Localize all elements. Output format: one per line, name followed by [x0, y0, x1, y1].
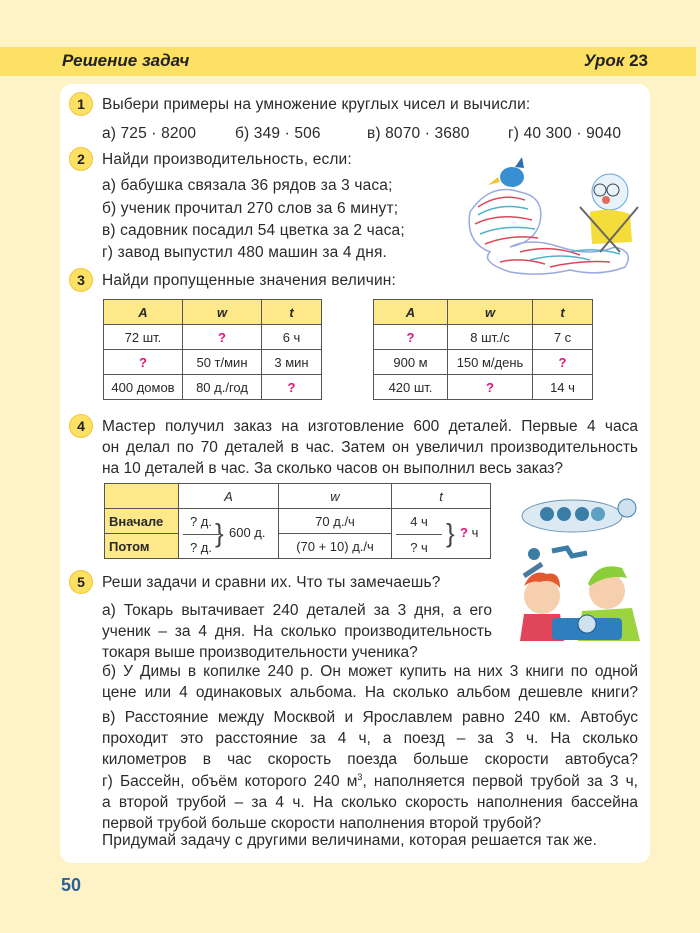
- row-label-after: Потом: [105, 534, 179, 559]
- task-5d-line1-pre: г) Бассейн, объём которого 240 м: [102, 773, 358, 791]
- col-header-w: w: [279, 484, 392, 509]
- table-cell: 6 ч: [262, 325, 322, 350]
- A-before: ? д.: [183, 511, 219, 535]
- t-total-unit: ч: [471, 525, 479, 540]
- t-before: 4 ч: [396, 511, 442, 535]
- table-cell: 80 д./год: [183, 375, 262, 400]
- task-5d-line: [102, 767, 638, 792]
- A-cell: [179, 509, 279, 559]
- A-total: 600 д.: [229, 525, 266, 540]
- table-cell: 400 домов: [104, 375, 183, 400]
- col-header-A: A: [104, 300, 183, 325]
- missing-value: ?: [460, 525, 468, 540]
- task-5c-line: проходит это расстояние за 4 ч, а поезд – за 3 ч. На сколько: [102, 730, 638, 747]
- cube-superscript: 3: [357, 772, 363, 782]
- table-row: [374, 350, 593, 375]
- table-row: [104, 375, 322, 400]
- table-row: [104, 325, 322, 350]
- w-after: (70 + 10) д./ч: [279, 534, 392, 559]
- brace-icon: }: [215, 518, 224, 548]
- task-5d-line: первой трубой больше скорости наполнения второй трубой?: [102, 815, 542, 833]
- t-total: [460, 525, 478, 540]
- col-header-A: A: [179, 484, 279, 509]
- task-5b-text: [102, 661, 638, 703]
- task-5d-text: [102, 767, 638, 834]
- task-1-item-d: г) 40 300 · 9040: [508, 125, 622, 142]
- task-1-prompt: Выбери примеры на умножение круглых чисел и вычисли:: [102, 96, 531, 113]
- table-row: [105, 509, 491, 534]
- brace-icon: }: [446, 518, 455, 548]
- task-5b-line: б) У Димы в копилке 240 р. Он может купить на них 3 книги по одной: [102, 663, 638, 680]
- table-cell: 7 с: [533, 325, 593, 350]
- table-cell: 420 шт.: [374, 375, 448, 400]
- table-cell: 900 м: [374, 350, 448, 375]
- task-5a-line: а) Токарь вытачивает 240 деталей за 3 дня, а его: [102, 602, 492, 619]
- task-1-item-b: б) 349 · 506: [235, 125, 321, 142]
- col-header-t: t: [392, 484, 491, 509]
- table-cell: 14 ч: [533, 375, 593, 400]
- page-number: 50: [61, 875, 82, 895]
- values-table-2: [373, 299, 593, 400]
- task-1-item-a: а) 725 · 8200: [102, 125, 197, 142]
- col-header-t: t: [533, 300, 593, 325]
- lesson-word: Урок: [583, 51, 625, 70]
- section-title: Решение задач: [62, 51, 190, 70]
- task-5a-text: [102, 600, 492, 663]
- task-3-prompt: Найди пропущенные значения величин:: [102, 272, 396, 289]
- task-1-item-c: в) 8070 · 3680: [367, 125, 470, 142]
- task-2-item-d: г) завод выпустил 480 машин за 4 дня.: [102, 244, 387, 261]
- task-badge-3: 3: [69, 268, 93, 292]
- col-header-w: w: [183, 300, 262, 325]
- task-badge-5: 5: [69, 570, 93, 594]
- missing-value: ?: [533, 350, 593, 375]
- A-after: ? д.: [189, 540, 213, 555]
- task-5c-line: в) Расстояние между Москвой и Ярославлем равно 240 км. Автобус: [102, 709, 638, 726]
- task-2-prompt: Найди производительность, если:: [102, 151, 352, 168]
- task-badge-4: 4: [69, 414, 93, 438]
- task-4-line: Мастер получил заказ на изготовление 600 деталей. Первые 4 часа: [102, 418, 638, 435]
- table-cell: 150 м/день: [448, 350, 533, 375]
- task-badge-2: 2: [69, 147, 93, 171]
- values-table-1: [103, 299, 322, 400]
- task-5d-line1-post: , наполняется первой трубой за 3 ч,: [362, 773, 638, 791]
- task-5c-line: километров в час скорость поезда больше скорости автобуса?: [102, 751, 638, 768]
- missing-value: ?: [448, 375, 533, 400]
- task-4-line: он делал по 70 деталей в час. Затем он увеличил производительность: [102, 439, 638, 456]
- col-header-w: w: [448, 300, 533, 325]
- table-cell: 50 т/мин: [183, 350, 262, 375]
- missing-value: ?: [104, 350, 183, 375]
- missing-value: ?: [374, 325, 448, 350]
- task-5d-line: а второй трубой – за 4 ч. На сколько скорость наполнения бассейна: [102, 794, 638, 812]
- knitting-grandmother-illustration: [450, 152, 645, 284]
- table-row: [374, 375, 593, 400]
- t-after: ? ч: [410, 540, 428, 555]
- task-4-line: на 10 деталей в час. За сколько часов он выполнил весь заказ?: [102, 460, 563, 477]
- task-2-item-c: в) садовник посадил 54 цветка за 2 часа;: [102, 222, 405, 239]
- missing-value: ?: [262, 375, 322, 400]
- task-5b-line: цене или 4 одинаковых альбома. На сколько альбом дешевле книги?: [102, 684, 638, 701]
- boys-workshop-illustration: [512, 486, 647, 646]
- task-5a-line: ученик – за 4 дня. На сколько производительность: [102, 623, 492, 640]
- col-header-A: A: [374, 300, 448, 325]
- row-label-before: Вначале: [105, 509, 179, 534]
- corner-cell: [105, 484, 179, 509]
- missing-value: ?: [183, 325, 262, 350]
- task-2-item-a: а) бабушка связала 36 рядов за 3 часа;: [102, 177, 393, 194]
- w-before: 70 д./ч: [279, 509, 392, 534]
- task-5c-text: [102, 707, 638, 770]
- table-cell: 8 шт./с: [448, 325, 533, 350]
- table-row: [104, 350, 322, 375]
- table-cell: 3 мин: [262, 350, 322, 375]
- t-cell: [392, 509, 491, 559]
- task-5a-line: токаря выше производительности ученика?: [102, 644, 418, 661]
- task-badge-1: 1: [69, 92, 93, 116]
- work-summary-table: [104, 483, 491, 559]
- task-5-prompt: Реши задачи и сравни их. Что ты замечаешь?: [102, 574, 441, 591]
- task-4-text: [102, 416, 638, 479]
- lesson-label: [584, 51, 648, 71]
- task-2-item-b: б) ученик прочитал 270 слов за 6 минут;: [102, 200, 399, 217]
- lesson-number: 23: [629, 51, 648, 70]
- task-5-closing: Придумай задачу с другими величинами, которая решается так же.: [102, 832, 598, 849]
- table-row: [374, 325, 593, 350]
- table-cell: 72 шт.: [104, 325, 183, 350]
- col-header-t: t: [262, 300, 322, 325]
